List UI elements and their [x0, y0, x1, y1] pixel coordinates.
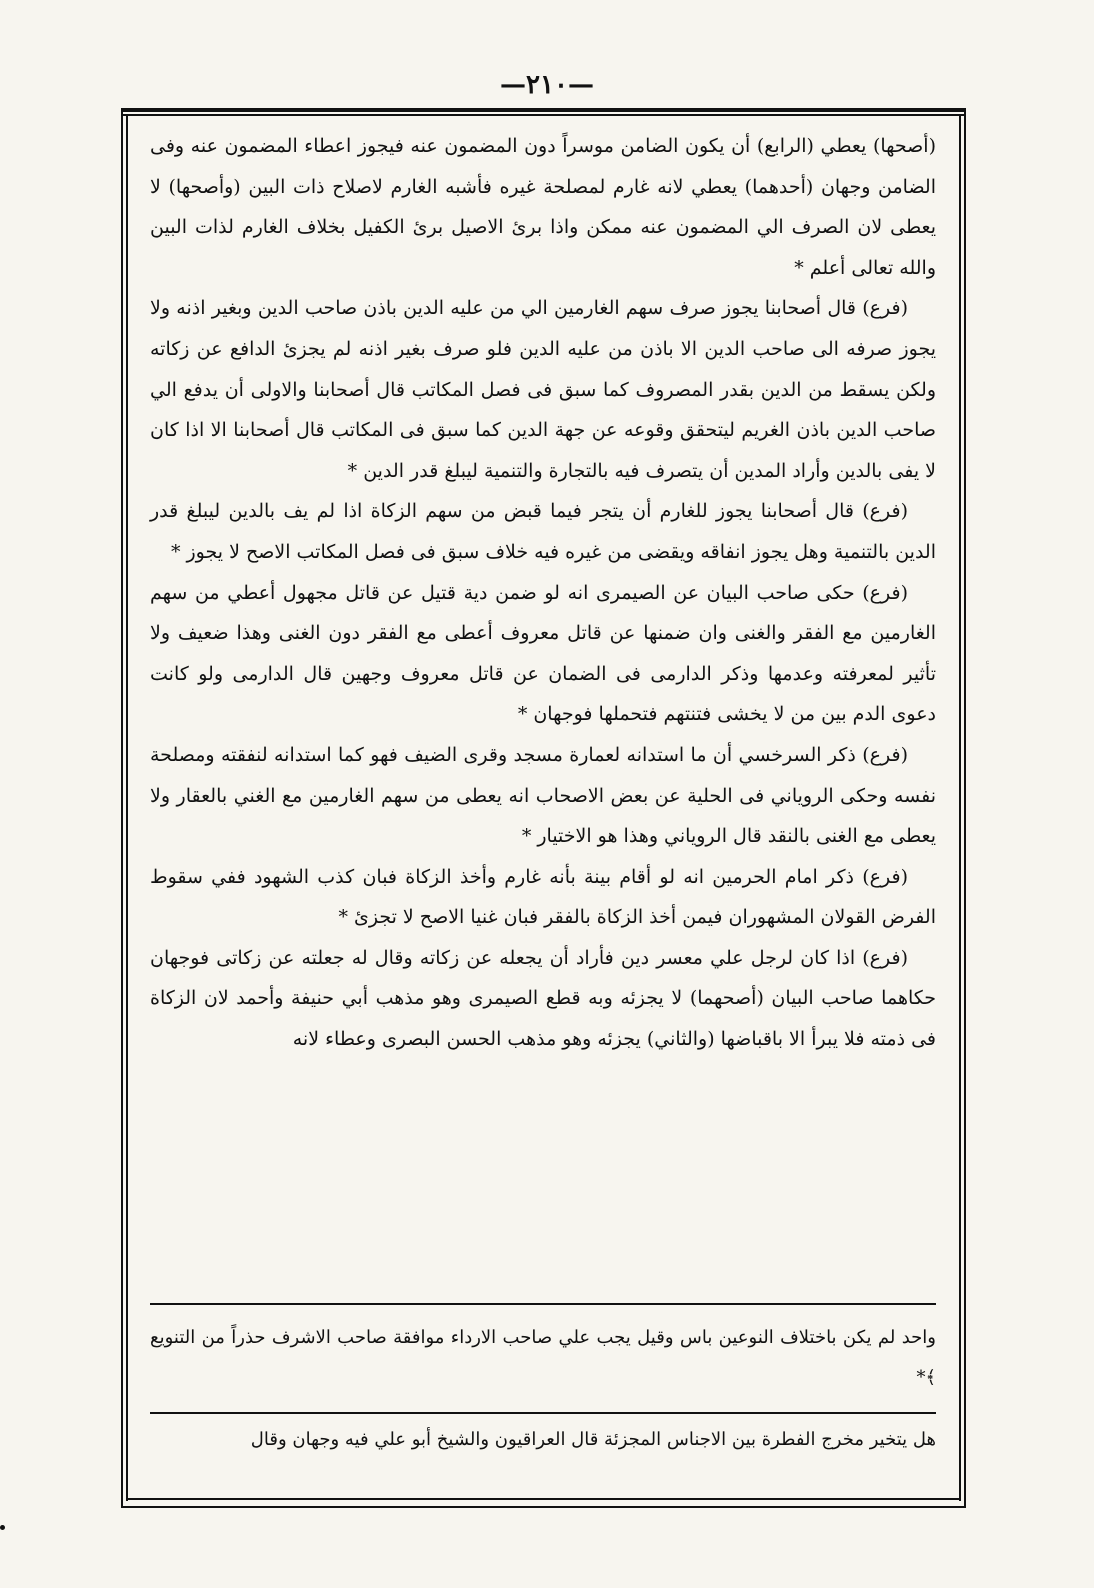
- paragraph-4: (فرع) حكى صاحب البيان عن الصيمرى انه لو ضمن دية قتيل عن قاتل مجهول أعطي من سهم الغارمين مع الفقر والغنى وان ضمنها عن قاتل معروف أعطى مع الفقر دون الغنى وهذا ضعيف ولا تأثير لمعرفته وعدمها وذكر الدارمى فى الضمان عن قاتل معروف وجهين قال الدارمى ولو كانت دعوى الدم بين من لا يخشى فتنتهم فتحملها فوجهان *: [150, 581, 936, 726]
- main-text: [150, 126, 936, 1060]
- paragraph-5: (فرع) ذكر السرخسي أن ما استدانه لعمارة مسجد وقرى الضيف فهو كما استدانه لنفقته ومصلحة نفسه وحكى الروياني فى الحلية عن بعض الاصحاب انه يعطى من سهم الغارمين مع الغني بالعقار ولا يعطى مع الغنى بالنقد قال الروياني وهذا هو الاختيار *: [150, 743, 936, 848]
- footnote-2: هل يتخير مخرج الفطرة بين الاجناس المجزئة قال العراقيون والشيخ أبو علي فيه وجهان وقال: [250, 1429, 936, 1450]
- frame-inner-right-border: [959, 116, 961, 1501]
- footnote-divider-2: [150, 1412, 936, 1414]
- paragraph-1: (أصحها) يعطي (الرابع) أن يكون الضامن موسراً دون المضمون عنه فيجوز اعطاء المضمون عنه وفى الضامن وجهان (أحدهما) يعطي لانه غارم لمصلحة غيره فأشبه الغارم لاصلاح ذات البين (وأصحها) لا يعطى لان الصرف الي المضمون عنه ممكن واذا برئ الاصيل برئ الكفيل بخلاف الغارم لذات البين والله تعالى أعلم *: [150, 135, 936, 279]
- footnote-divider: [150, 1303, 936, 1305]
- margin-ink-dot: [0, 1525, 5, 1530]
- footnote-1: واحد لم يكن باختلاف النوعين باس وقيل يجب علي صاحب الارداء موافقة صاحب الاشرف حذراً من التنويع ﴾*: [150, 1327, 936, 1388]
- paragraph-3: (فرع) قال أصحابنا يجوز للغارم أن يتجر فيما قبض من سهم الزكاة اذا لم يف بالدين ليبلغ قدر الدين بالتنمية وهل يجوز انفاقه ويقضى من غيره فيه خلاف سبق فى فصل المكاتب الاصح لا يجوز *: [150, 500, 936, 563]
- paragraph-2: (فرع) قال أصحابنا يجوز صرف سهم الغارمين الي من عليه الدين باذن صاحب الدين وبغير اذنه ولا يجوز صرفه الى صاحب الدين الا باذن من عليه الدين فلو صرف بغير اذنه لم يجزئ الدافع عن زكاته ولكن يسقط من الدين بقدر المصروف كما سبق فى فصل المكاتب قال أصحابنا والاولى أن يدفع الي صاحب الدين باذن الغريم ليتحقق وقوعه عن جهة الدين كما سبق فى المكاتب قال أصحابنا الا اذا كان لا يفى بالدين وأراد المدين أن يتصرف فيه بالتجارة والتنمية ليبلغ قدر الدين *: [150, 297, 936, 482]
- paragraph-7: (فرع) اذا كان لرجل علي معسر دين فأراد أن يجعله عن زكاته وقال له جعلته عن زكاتى فوجهان حكاهما صاحب البيان (أصحهما) لا يجزئه وبه قطع الصيمرى وهو مذهب أبي حنيفة وأحمد لان الزكاة فى ذمته فلا يبرأ الا باقباضها (والثاني) يجزئه وهو مذهب الحسن البصرى وعطاء لانه: [150, 946, 936, 1051]
- frame-inner-bottom-border: [126, 1498, 961, 1500]
- frame-inner-left-border: [126, 116, 128, 1501]
- paragraph-6: (فرع) ذكر امام الحرمين انه لو أقام بينة بأنه غارم وأخذ الزكاة فبان كذب الشهود ففي سقوط الفرض القولان المشهوران فيمن أخذ الزكاة بالفقر فبان غنيا الاصح لا تجزئ *: [150, 865, 936, 929]
- page-number: —٢١٠—: [500, 70, 594, 100]
